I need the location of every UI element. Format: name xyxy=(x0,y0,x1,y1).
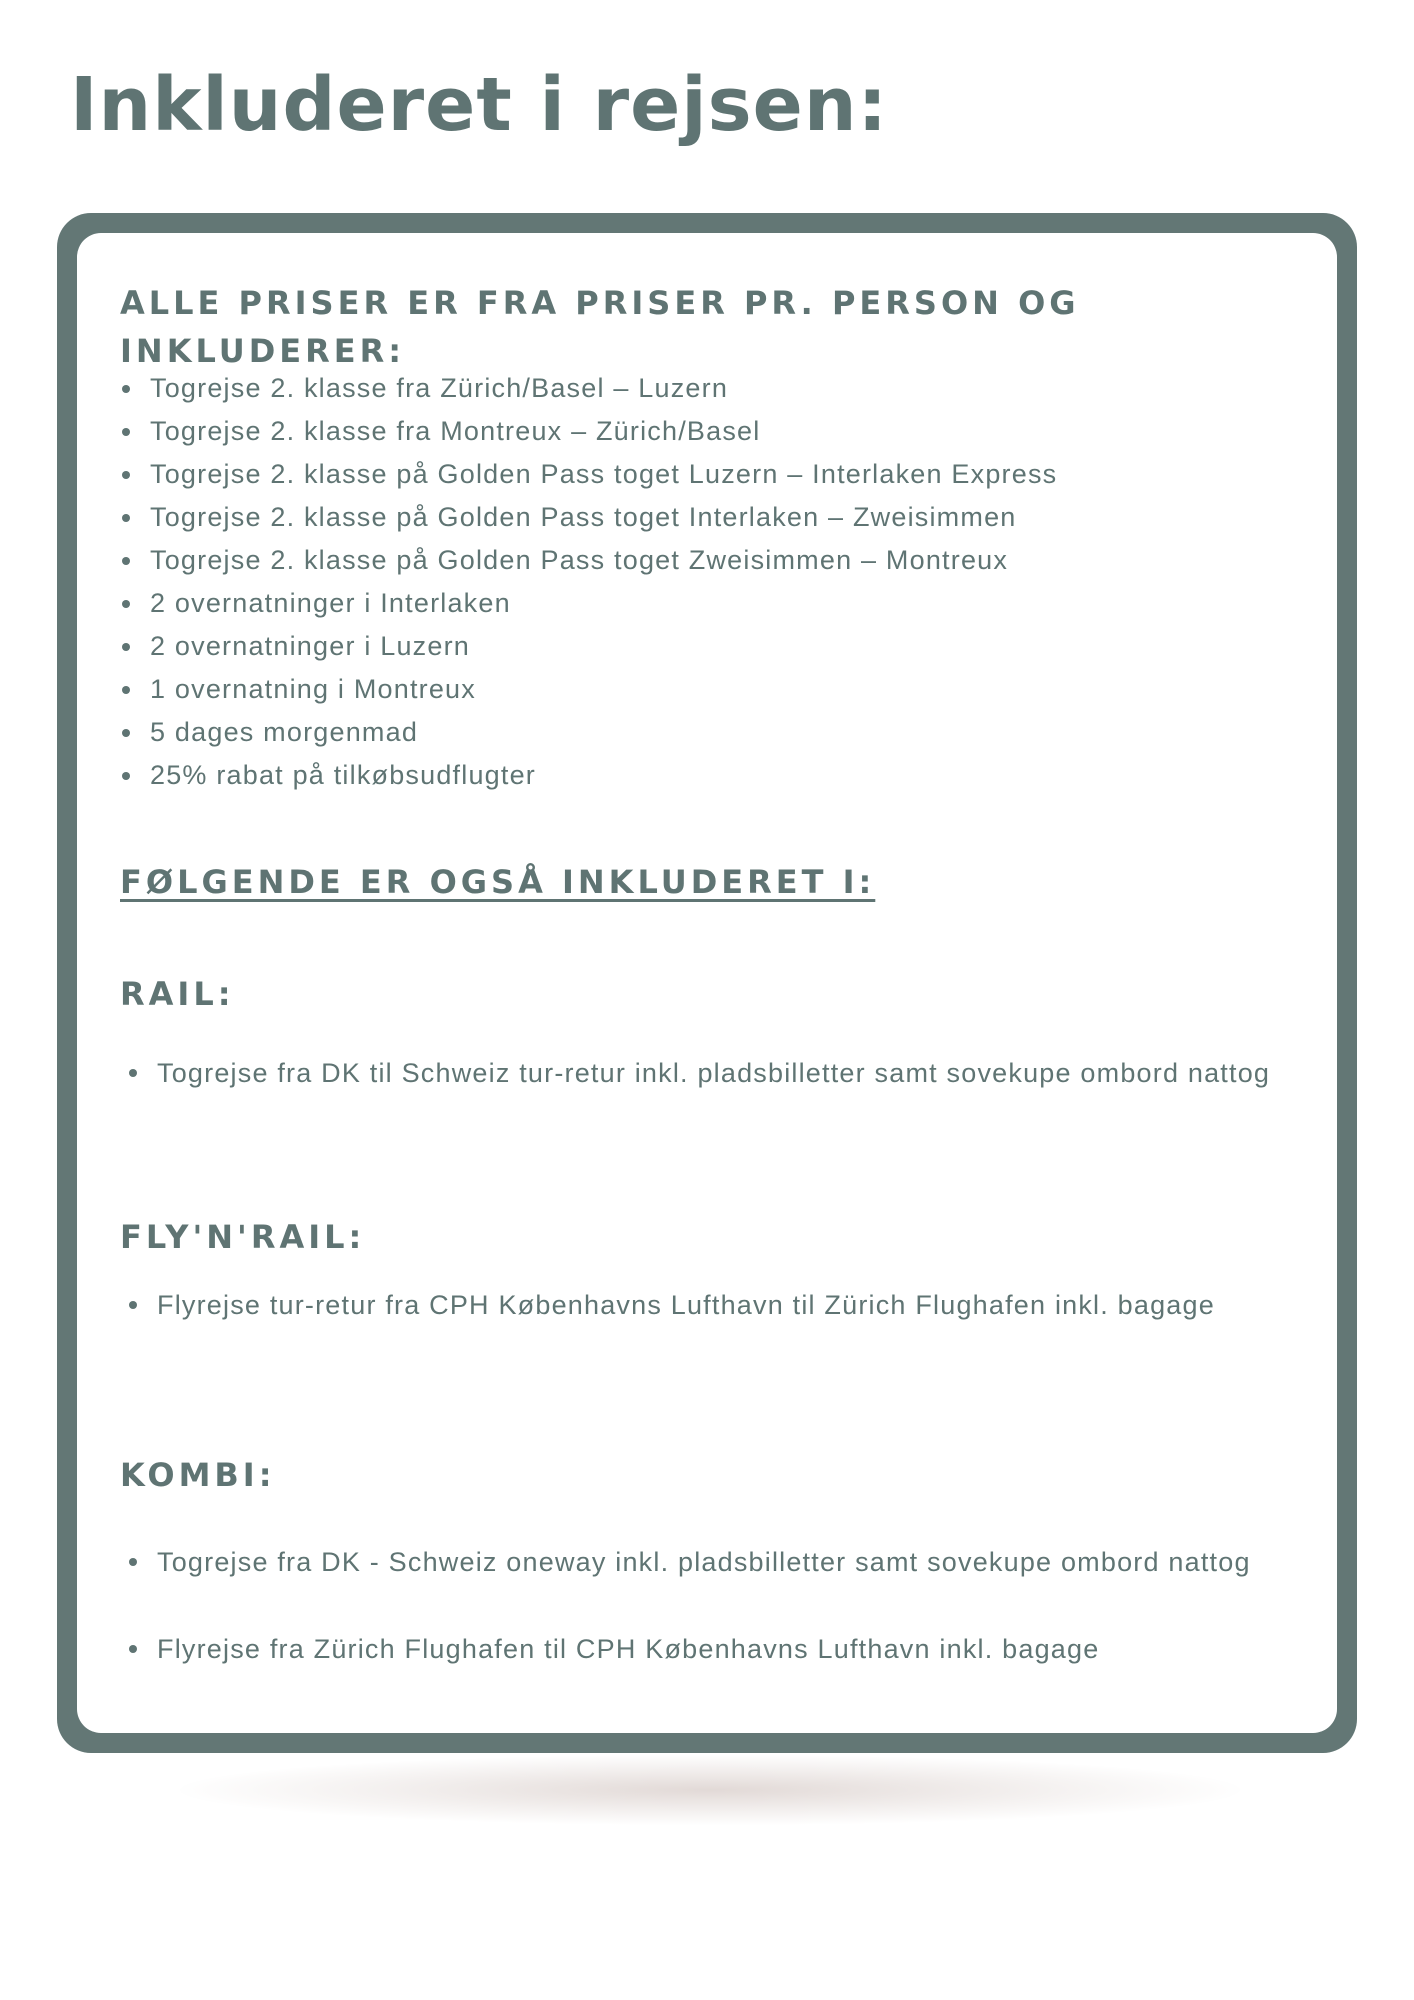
list-item: Togrejse 2. klasse fra Zürich/Basel – Luzern xyxy=(120,367,1057,410)
list-item: Togrejse 2. klasse på Golden Pass toget Luzern – Interlaken Express xyxy=(120,453,1057,496)
list-item: Togrejse 2. klasse på Golden Pass toget Zweisimmen – Montreux xyxy=(120,539,1057,582)
list-item: 1 overnatning i Montreux xyxy=(120,668,1057,711)
list-item: 25% rabat på tilkøbsudflugter xyxy=(120,754,1057,797)
list-item: 2 overnatninger i Luzern xyxy=(120,625,1057,668)
intro-heading-text: ALLE PRISER ER FRA PRISER PR. PERSON OG INKLUDERER: xyxy=(120,284,1080,370)
kombi-heading: KOMBI: xyxy=(120,1456,276,1494)
list-item: Togrejse fra DK - Schweiz oneway inkl. pladsbilletter samt sovekupe ombord nattog xyxy=(127,1540,1251,1584)
list-item: Togrejse 2. klasse fra Montreux – Zürich/Basel xyxy=(120,410,1057,453)
list-item: Togrejse 2. klasse på Golden Pass toget Interlaken – Zweisimmen xyxy=(120,496,1057,539)
rail-heading: RAIL: xyxy=(120,975,235,1013)
list-item: Flyrejse fra Zürich Flughafen til CPH Københavns Lufthavn inkl. bagage xyxy=(127,1627,1251,1671)
flynrail-heading: FLY'N'RAIL: xyxy=(120,1218,366,1256)
rail-list xyxy=(127,1051,1270,1095)
kombi-list xyxy=(127,1540,1251,1714)
intro-heading xyxy=(120,279,1120,375)
list-item: Togrejse fra DK til Schweiz tur-retur inkl. pladsbilletter samt sovekupe ombord nattog xyxy=(127,1051,1270,1095)
intro-list xyxy=(120,367,1057,797)
also-included-heading: FØLGENDE ER OGSÅ INKLUDERET I: xyxy=(120,863,876,901)
content-card xyxy=(77,233,1337,1733)
list-item: Flyrejse tur-retur fra CPH Københavns Lufthavn til Zürich Flughafen inkl. bagage xyxy=(127,1283,1215,1327)
list-item: 5 dages morgenmad xyxy=(120,711,1057,754)
content-frame xyxy=(57,213,1357,1753)
page-title: Inkluderet i rejsen: xyxy=(70,62,889,148)
frame-shadow xyxy=(180,1755,1240,1825)
list-item: 2 overnatninger i Interlaken xyxy=(120,582,1057,625)
flynrail-list xyxy=(127,1283,1215,1327)
